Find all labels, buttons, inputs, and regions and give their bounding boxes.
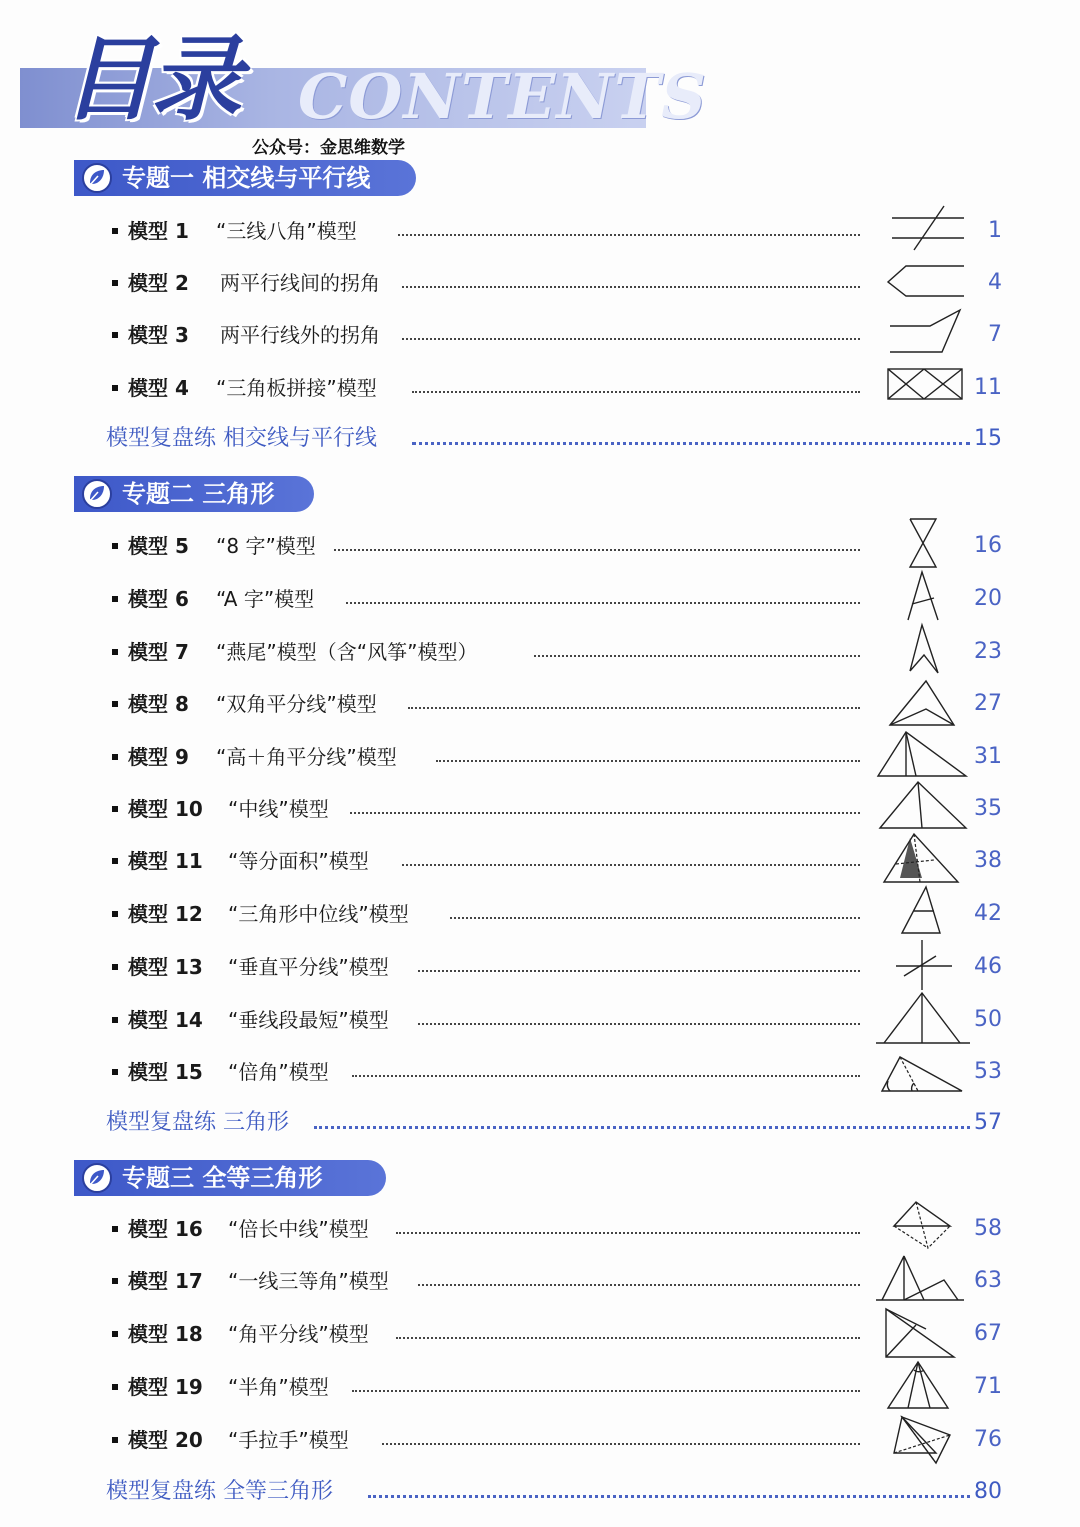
bullet [112, 1226, 118, 1232]
bullet [112, 1384, 118, 1390]
toc-row-model-13[interactable] [112, 950, 1002, 990]
page-number: 42 [974, 901, 1002, 926]
section-title: 专题三 全等三角形 [122, 1164, 323, 1192]
model-number: 模型 9 [128, 745, 189, 769]
model-number: 模型 11 [128, 849, 203, 873]
model-name: “等分面积”模型 [228, 849, 369, 873]
model-name: “手拉手”模型 [228, 1428, 349, 1452]
model-name: “中线”模型 [228, 797, 329, 821]
toc-row-model-5[interactable] [112, 529, 1002, 569]
leader-dots [350, 812, 860, 814]
page-number: 46 [974, 954, 1002, 979]
toc-row-model-10[interactable] [112, 792, 1002, 832]
leader-dots [418, 1284, 860, 1286]
page-number: 23 [974, 639, 1002, 664]
review-title: 模型复盘练 全等三角形 [106, 1479, 333, 1504]
bullet [112, 1437, 118, 1443]
toc-row-model-19[interactable] [112, 1370, 1002, 1410]
page-number: 71 [974, 1374, 1002, 1399]
model-name: 两平行线外的拐角 [220, 323, 380, 347]
toc-row-model-14[interactable] [112, 1003, 1002, 1043]
model-number: 模型 18 [128, 1322, 203, 1346]
toc-row-model-4[interactable] [112, 371, 1002, 411]
model-name: “垂线段最短”模型 [228, 1008, 389, 1032]
toc-row-model-8[interactable] [112, 687, 1002, 727]
bullet [112, 649, 118, 655]
model-number: 模型 19 [128, 1375, 203, 1399]
toc-row-model-6[interactable] [112, 582, 1002, 622]
model-name: “半角”模型 [228, 1375, 329, 1399]
leader-dots [534, 655, 860, 657]
model-name: “高＋角平分线”模型 [216, 745, 397, 769]
model-name: “倍长中线”模型 [228, 1217, 369, 1241]
toc-row-model-18[interactable] [112, 1317, 1002, 1357]
bullet [112, 332, 118, 338]
model-number: 模型 4 [128, 376, 189, 400]
leader-dots [408, 707, 860, 709]
page-number: 38 [974, 848, 1002, 873]
toc-row-model-9[interactable] [112, 740, 1002, 780]
model-number: 模型 6 [128, 587, 189, 611]
model-number: 模型 10 [128, 797, 203, 821]
section-leaf-icon [82, 163, 112, 193]
page-number: 67 [974, 1321, 1002, 1346]
page-number: 50 [974, 1007, 1002, 1032]
page-number: 35 [974, 796, 1002, 821]
leader-dots [396, 1232, 860, 1234]
page-number: 57 [974, 1110, 1002, 1135]
toc-row-model-7[interactable] [112, 635, 1002, 675]
bullet [112, 754, 118, 760]
toc-row-model-1[interactable] [112, 214, 1002, 254]
leader-dots [450, 917, 860, 919]
bullet [112, 964, 118, 970]
leader-dots [412, 442, 970, 445]
model-name: “燕尾”模型（含“风筝”模型） [216, 640, 478, 664]
toc-row-model-12[interactable] [112, 897, 1002, 937]
leader-dots [382, 1443, 860, 1445]
model-number: 模型 2 [128, 271, 189, 295]
model-number: 模型 1 [128, 219, 189, 243]
page-number: 58 [974, 1216, 1002, 1241]
section-leaf-icon [82, 1163, 112, 1193]
review-row-3[interactable] [106, 1475, 1002, 1515]
model-name: “倍角”模型 [228, 1060, 329, 1084]
model-number: 模型 8 [128, 692, 189, 716]
review-title: 模型复盘练 相交线与平行线 [106, 426, 377, 451]
section-leaf-icon [82, 479, 112, 509]
model-number: 模型 5 [128, 534, 189, 558]
model-number: 模型 15 [128, 1060, 203, 1084]
model-number: 模型 13 [128, 955, 203, 979]
bullet [112, 1017, 118, 1023]
leader-dots [402, 864, 860, 866]
model-name: “双角平分线”模型 [216, 692, 377, 716]
section-header-2[interactable] [74, 476, 314, 512]
bullet [112, 280, 118, 286]
model-number: 模型 7 [128, 640, 189, 664]
page-number: 80 [974, 1479, 1002, 1504]
model-name: “三角板拼接”模型 [216, 376, 377, 400]
toc-row-model-17[interactable] [112, 1264, 1002, 1304]
bullet [112, 858, 118, 864]
model-name: “垂直平分线”模型 [228, 955, 389, 979]
review-row-2[interactable] [106, 1106, 1002, 1146]
bullet [112, 806, 118, 812]
leader-dots [402, 338, 860, 340]
section-header-3[interactable] [74, 1160, 386, 1196]
bullet [112, 228, 118, 234]
model-name: “角平分线”模型 [228, 1322, 369, 1346]
model-name: “A 字”模型 [216, 587, 315, 611]
model-name: 两平行线间的拐角 [220, 271, 380, 295]
toc-row-model-15[interactable] [112, 1055, 1002, 1095]
section-title: 专题二 三角形 [122, 480, 275, 508]
leader-dots [398, 234, 860, 236]
page-number: 4 [988, 270, 1002, 295]
toc-row-model-2[interactable] [112, 266, 1002, 306]
model-number: 模型 17 [128, 1269, 203, 1293]
bullet [112, 596, 118, 602]
model-name: “8 字”模型 [216, 534, 316, 558]
leader-dots [396, 1337, 860, 1339]
bullet [112, 543, 118, 549]
model-number: 模型 16 [128, 1217, 203, 1241]
toc-row-model-11[interactable] [112, 844, 1002, 884]
toc-row-model-3[interactable] [112, 318, 1002, 358]
bullet [112, 911, 118, 917]
bullet [112, 1278, 118, 1284]
page-number: 53 [974, 1059, 1002, 1084]
page-number: 63 [974, 1268, 1002, 1293]
model-number: 模型 12 [128, 902, 203, 926]
section-title: 专题一 相交线与平行线 [122, 164, 371, 192]
section-header-1[interactable] [74, 160, 416, 196]
page-number: 20 [974, 586, 1002, 611]
model-number: 模型 3 [128, 323, 189, 347]
toc-row-model-16[interactable] [112, 1212, 1002, 1252]
leader-dots [402, 286, 860, 288]
leader-dots [436, 760, 860, 762]
bullet [112, 385, 118, 391]
model-number: 模型 20 [128, 1428, 203, 1452]
page-number: 7 [988, 322, 1002, 347]
page-title: 目录 [62, 26, 239, 133]
subtitle: 公众号：金思维数学 [252, 138, 405, 158]
model-name: “三角形中位线”模型 [228, 902, 409, 926]
leader-dots [352, 1390, 860, 1392]
leader-dots [334, 549, 860, 551]
review-row-1[interactable] [106, 422, 1002, 462]
page-number: 16 [974, 533, 1002, 558]
page-number: 76 [974, 1427, 1002, 1452]
leader-dots [418, 970, 860, 972]
bullet [112, 1331, 118, 1337]
page-number: 27 [974, 691, 1002, 716]
page-number: 15 [974, 426, 1002, 451]
model-number: 模型 14 [128, 1008, 203, 1032]
bullet [112, 701, 118, 707]
bullet [112, 1069, 118, 1075]
leader-dots [412, 391, 860, 393]
model-name: “一线三等角”模型 [228, 1269, 389, 1293]
leader-dots [368, 1495, 970, 1498]
leader-dots [314, 1126, 970, 1129]
toc-row-model-20[interactable] [112, 1423, 1002, 1463]
page-number: 31 [974, 744, 1002, 769]
page-number: 1 [988, 218, 1002, 243]
model-name: “三线八角”模型 [216, 219, 357, 243]
leader-dots [352, 1075, 860, 1077]
page-title-english: CONTENTS [298, 60, 708, 133]
leader-dots [418, 1023, 860, 1025]
review-title: 模型复盘练 三角形 [106, 1110, 289, 1135]
leader-dots [346, 602, 860, 604]
page-number: 11 [974, 375, 1002, 400]
